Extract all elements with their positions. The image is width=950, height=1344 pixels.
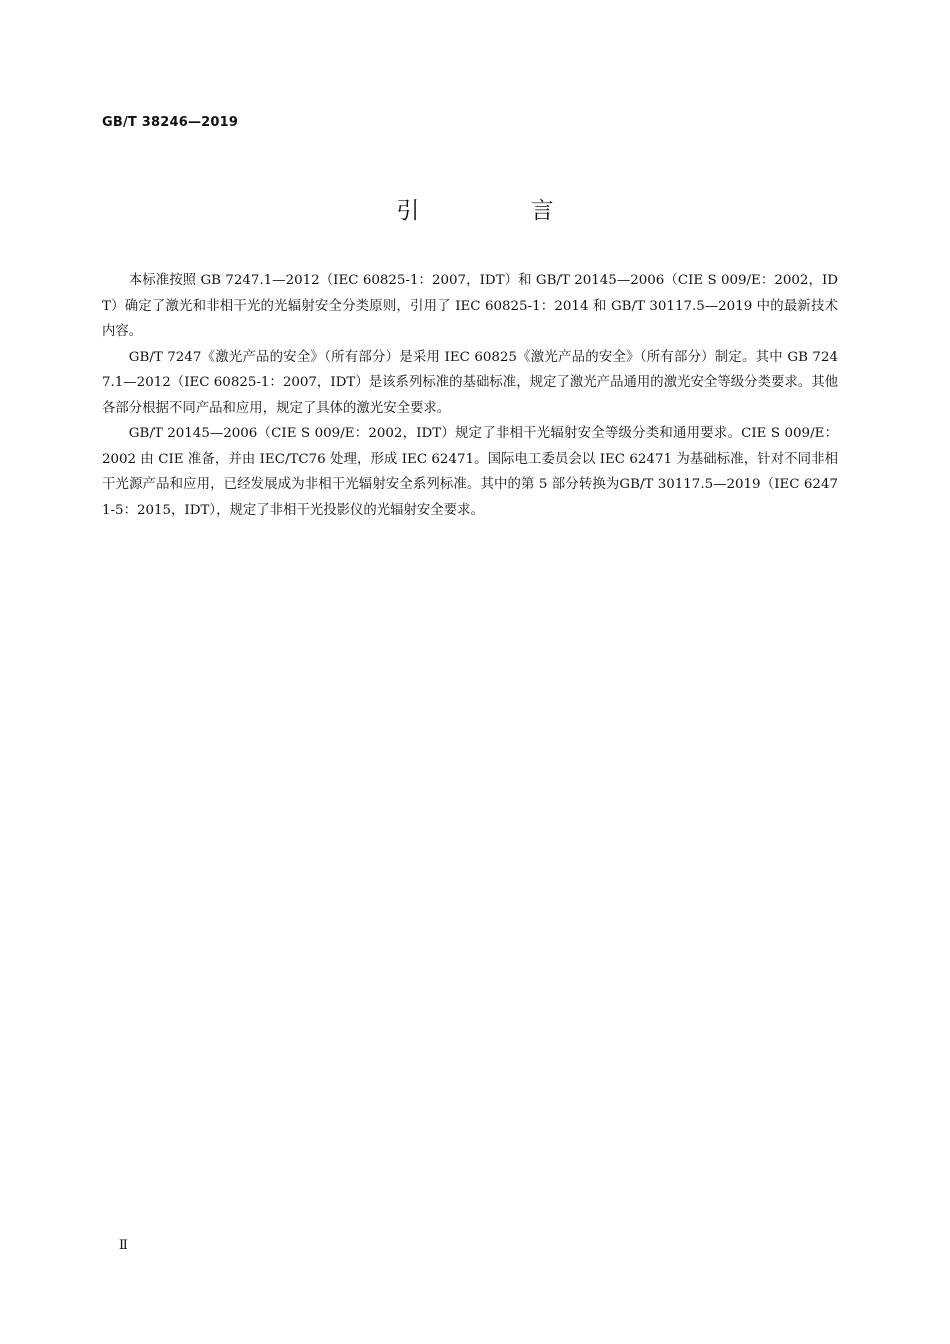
section-title: 引 言 (396, 198, 606, 224)
body-text (102, 268, 838, 523)
paragraph-3: GB/T 20145—2006（CIE S 009/E：2002，IDT）规定了非相干光辐射安全等级分类和通用要求。CIE S 009/E：2002 由 CIE 准备，并由 IEC/TC76 处理，形成 IEC 62471。国际电工委员会以 IEC 62471 为基础标准，针对不同非相干光源产品和应用，已经发展成为非相干光辐射安全系列标准。其中的第 5 部分转换为GB/T 30117.5—2019（IEC 62471-5：2015，IDT），规定了非相干光投影仪的光辐射安全要求。 (102, 426, 838, 518)
standard-code-header: GB/T 38246—2019 (102, 115, 239, 130)
paragraph-1: 本标准按照 GB 7247.1—2012（IEC 60825-1：2007，IDT）和 GB/T 20145—2006（CIE S 009/E：2002，IDT）确定了激光和非相干光的光辐射安全分类原则，引用了 IEC 60825-1：2014 和 GB/T 30117.5—2019 中的最新技术内容。 (102, 273, 838, 339)
paragraph-2: GB/T 7247《激光产品的安全》（所有部分）是采用 IEC 60825《激光产品的安全》（所有部分）制定。其中 GB 7247.1—2012（IEC 60825-1：2007，IDT）是该系列标准的基础标准，规定了激光产品通用的激光安全等级分类要求。其他各部分根据不同产品和应用，规定了具体的激光安全要求。 (102, 349, 838, 416)
page-number: Ⅱ (119, 1238, 128, 1253)
